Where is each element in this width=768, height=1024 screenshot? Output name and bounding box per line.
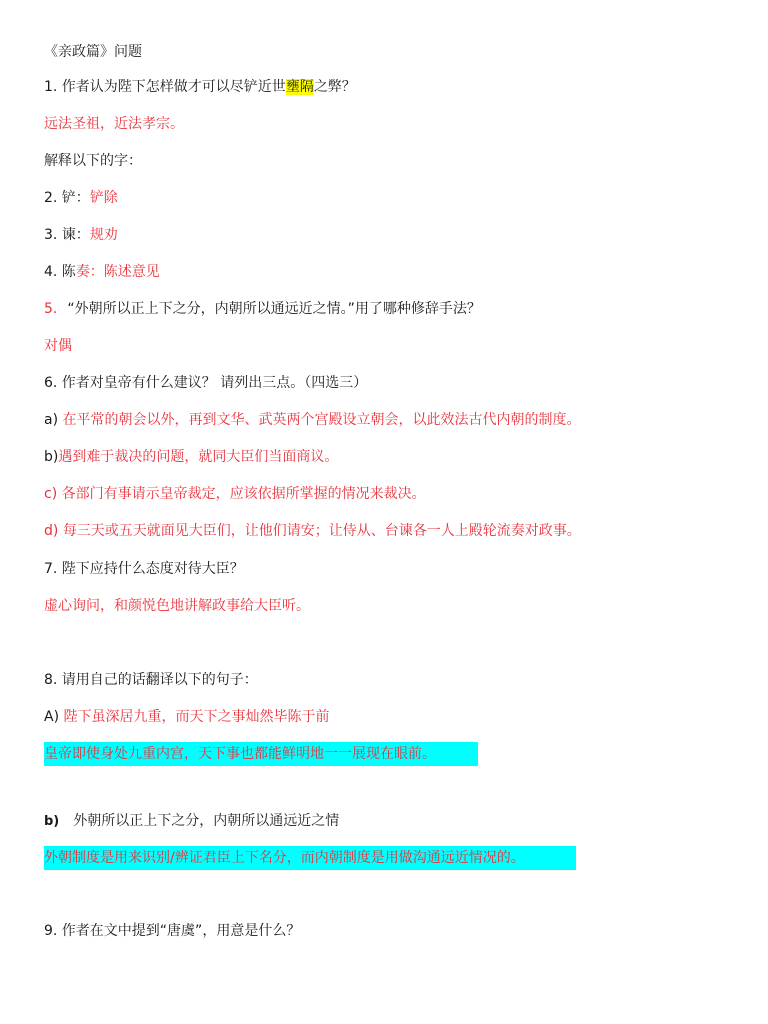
- question-1-suffix: 之弊？: [313, 79, 356, 95]
- answer-8b: 外朝制度是用来识别/辨证君臣上下名分，而内朝制度是用做沟通远近情况的。: [44, 850, 525, 866]
- answer-8a: 皇帝即使身处九重内宫，天下事也都能鲜明地一一展现在眼前。: [44, 746, 436, 762]
- item-d-text: 每三天或五天就面见大臣们，让他们请安；让侍从、台谏各一人上殿轮流奏对政事。: [62, 523, 581, 539]
- question-3-label: 3. 谏：: [44, 227, 90, 243]
- question-8b-label: b): [44, 814, 60, 829]
- question-5: [44, 299, 481, 319]
- question-5-text: “外朝所以正上下之分，内朝所以通远近之情。”用了哪种修辞手法？: [67, 301, 481, 317]
- answer-8a-highlight: [44, 742, 478, 766]
- question-7: 7. 陛下应持什么态度对待大臣？: [44, 561, 244, 577]
- question-5-number: 5.: [44, 301, 58, 317]
- item-a-text: 在平常的朝会以外，再到文华、武英两个宫殿设立朝会，以此效法古代内朝的制度。: [62, 412, 581, 428]
- item-c-text: 各部门有事请示皇帝裁定，应该依据所掌握的情况来裁决。: [61, 486, 426, 502]
- question-8: 8. 请用自己的话翻译以下的句子：: [44, 672, 258, 688]
- answer-6-item-a: [44, 410, 581, 430]
- answer-5: 对偶: [44, 338, 72, 354]
- item-b-text: 遇到难于裁决的问题，就同大臣们当面商议。: [58, 449, 339, 465]
- highlighted-word: 壅隔: [285, 79, 314, 95]
- answer-6-item-d: [44, 521, 581, 541]
- item-a-label: a): [44, 412, 59, 428]
- question-9: 9. 作者在文中提到“唐虞”，用意是什么？: [44, 923, 301, 939]
- answer-4: 奏：陈述意见: [75, 264, 160, 280]
- answer-7: 虚心询问，和颜悦色地讲解政事给大臣听。: [44, 598, 310, 614]
- question-1: [44, 77, 356, 97]
- question-3: [44, 225, 118, 245]
- item-d-label: d): [44, 523, 59, 539]
- item-c-label: c): [44, 486, 58, 502]
- question-8a-label: A): [44, 709, 60, 725]
- question-1-text: 1. 作者认为陛下怎样做才可以尽铲近世: [44, 79, 286, 95]
- question-2: [44, 188, 118, 208]
- question-4: [44, 262, 160, 282]
- question-8b: [44, 811, 339, 832]
- question-2-label: 2. 铲：: [44, 190, 90, 206]
- item-b-label: b): [44, 449, 59, 465]
- answer-6-item-c: [44, 484, 426, 504]
- question-8b-text: 外朝所以正上下之分，内朝所以通远近之情: [73, 813, 340, 829]
- explain-heading: 解释以下的字：: [44, 153, 142, 169]
- answer-3: 规劝: [89, 227, 118, 243]
- question-4-label: 4. 陈: [44, 264, 76, 280]
- answer-8b-highlight: [44, 846, 576, 870]
- question-8a: [44, 707, 330, 727]
- answer-6-item-b: [44, 447, 338, 467]
- question-6: 6. 作者对皇帝有什么建议？ 请列出三点。（四选三）: [44, 375, 368, 391]
- answer-2: 铲除: [89, 190, 118, 206]
- answer-1: 远法圣祖，近法孝宗。: [44, 116, 184, 132]
- question-8a-text: 陛下虽深居九重，而天下之事灿然毕陈于前: [63, 709, 330, 725]
- document-title: 《亲政篇》问题: [44, 44, 142, 60]
